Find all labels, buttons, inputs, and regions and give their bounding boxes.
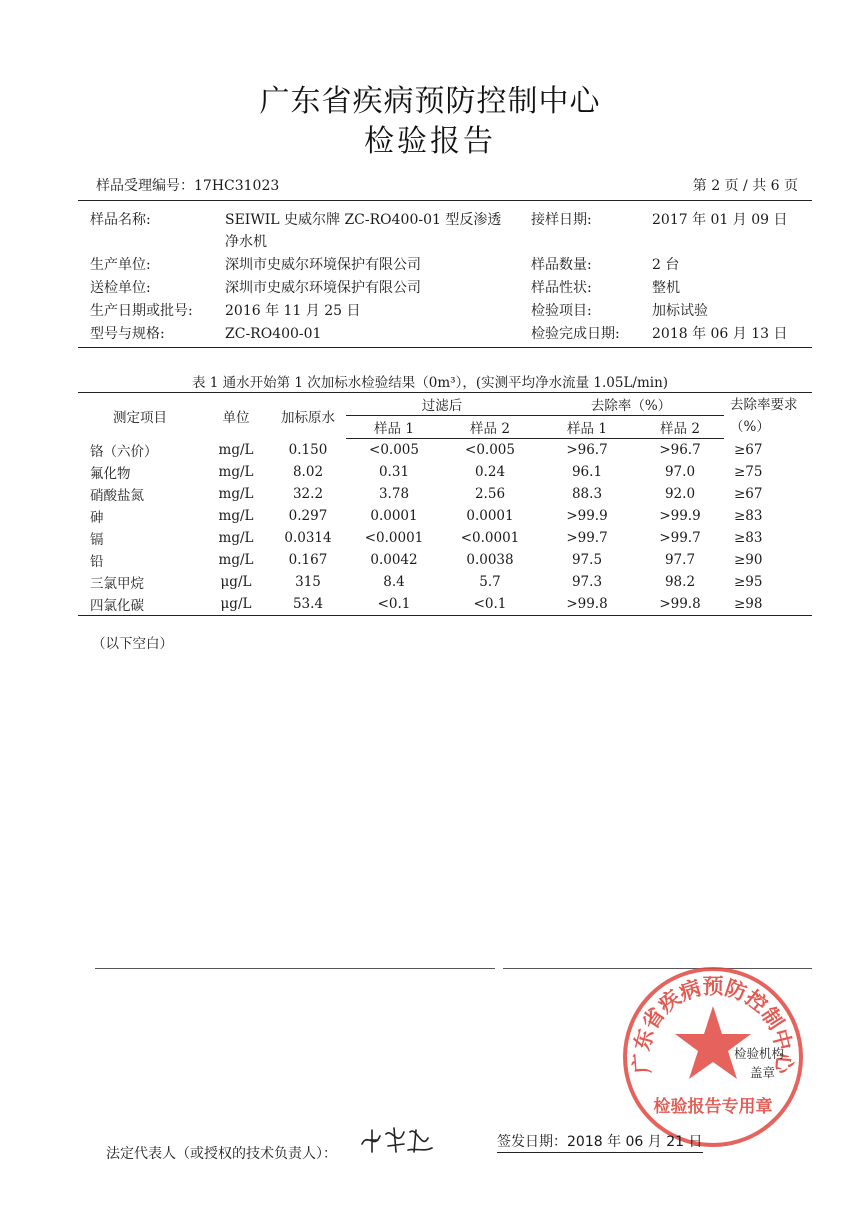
cell-removal-2: >99.7 [659,530,701,546]
cell-filtered-1: 8.4 [383,574,405,590]
cell-filtered-2: 0.0038 [466,552,514,568]
table-caption: 表 1 通水开始第 1 次加标水检验结果（0m³），(实测平均净水流量 1.05L/min) [191,375,669,391]
table-row [78,505,812,527]
info-value: 2 台 [652,257,680,273]
cell-raw: 53.4 [270,593,346,616]
info-label: 样品数量: [531,257,592,273]
cell-raw: 0.150 [288,441,328,458]
cell-item: 铬（六价） [90,443,158,460]
stamp-note: 盖章 [750,1065,776,1080]
info-label: 型号与规格: [90,326,165,342]
cell-raw: 8.02 [292,464,324,480]
cell-removal-1: >96.7 [566,442,608,458]
cell-filtered-1: <0.0001 [364,530,424,546]
col-header-removal-sample1: 样品 1 [538,416,636,439]
org-title: 广东省疾病预防控制中心 [259,84,601,119]
table-row [78,439,812,462]
legal-representative-label: 法定代表人（或授权的技术负责人）： [106,1146,337,1162]
cell-unit: mg/L [218,530,254,546]
issue-date: 签发日期：2018 年 06 月 21 日 [497,1131,703,1153]
cell-requirement: ≥95 [734,574,763,590]
cell-removal-1: >99.8 [538,593,636,616]
info-label: 送检单位: [90,280,151,296]
info-label: 接样日期: [531,212,592,228]
official-seal [618,962,808,1152]
info-label: 检验项目: [531,303,592,319]
col-header-filtered: 过滤后 [346,393,538,416]
info-value: 2016 年 11 月 25 日 [225,303,361,319]
cell-filtered-2: <0.0001 [460,530,520,546]
cell-requirement: ≥67 [734,441,763,458]
info-value: SEIWIL 史威尔牌 ZC-RO400-01 型反渗透净水机 [225,212,502,250]
cell-item: 氟化物 [90,466,131,482]
cell-unit: μg/L [220,574,252,590]
cell-requirement: ≥83 [734,530,763,546]
info-value: 整机 [652,280,680,296]
cell-removal-2: >96.7 [659,442,701,458]
cell-removal-1: >99.9 [566,508,608,524]
cell-item: 四氯化碳 [78,593,202,616]
cell-filtered-2: 2.56 [474,486,506,502]
cell-removal-2: 97.7 [664,552,696,568]
signature [358,1122,436,1158]
info-label: 样品名称: [90,212,151,228]
stamp-note: 检验机构 [734,1046,785,1061]
cell-removal-1: 97.5 [571,552,603,568]
table-row [78,527,812,549]
table-row [78,461,812,483]
footer-rule-left [95,968,495,969]
info-value: 2017 年 01 月 09 日 [652,212,788,228]
cell-item: 硝酸盐氮 [90,488,144,504]
receipt-label: 样品受理编号： [96,178,194,194]
info-top-rule [78,200,812,201]
cell-item: 砷 [90,510,104,526]
col-header-item: 测定项目 [113,409,167,426]
col-header-raw: 加标原水 [281,409,335,426]
info-label: 样品性状: [531,280,592,296]
info-value: 2018 年 06 月 13 日 [652,326,788,342]
cell-removal-2: >99.9 [659,508,701,524]
cell-filtered-1: 3.78 [378,486,410,502]
cell-item: 镉 [90,532,104,548]
col-header-unit: 单位 [222,409,250,426]
receipt-value: 17HC31023 [194,178,280,194]
receipt-number [96,175,279,195]
seal-ring-text: 广东省疾病预防控制中心 [629,974,797,1075]
cell-item: 三氯甲烷 [90,576,144,592]
cell-removal-2: 98.2 [664,574,696,590]
table-row [78,593,812,616]
cell-unit: mg/L [218,486,254,502]
report-title: 检验报告 [364,124,496,159]
cell-filtered-2: <0.1 [442,593,538,616]
signature-icon [358,1122,436,1158]
cell-removal-1: 88.3 [571,486,603,502]
cell-unit: μg/L [202,593,270,616]
col-header-removal-sample2: 样品 2 [636,416,724,439]
info-bottom-rule [78,347,812,348]
cell-item: 铅 [90,554,104,570]
info-value: 深圳市史威尔环境保护有限公司 [225,257,421,273]
cell-raw: 315 [295,574,321,590]
cell-filtered-2: 5.7 [479,574,501,590]
cell-requirement: ≥67 [734,486,763,502]
info-label: 生产单位: [90,257,151,273]
cell-filtered-1: 0.0001 [370,508,418,524]
cell-filtered-1: <0.1 [346,593,442,616]
cell-raw: 0.167 [288,552,328,568]
info-label: 生产日期或批号: [90,303,193,319]
table-row [78,549,812,571]
cell-filtered-1: <0.005 [369,442,419,458]
results-table [78,392,812,616]
cell-raw: 0.297 [288,508,328,524]
table-row [78,571,812,593]
cell-removal-1: 96.1 [571,464,603,480]
cell-requirement: ≥75 [734,464,763,480]
cell-removal-2: 97.0 [664,464,696,480]
cell-filtered-2: 0.24 [474,464,506,480]
info-label: 检验完成日期: [531,326,620,342]
table-row [78,483,812,505]
col-header-filtered-sample2: 样品 2 [442,416,538,439]
cell-unit: mg/L [218,441,254,458]
cell-removal-1: >99.7 [566,530,608,546]
cell-unit: mg/L [218,552,254,568]
cell-requirement: ≥90 [734,552,763,568]
cell-filtered-1: 0.0042 [370,552,418,568]
seal-bottom-text: 检验报告专用章 [653,1097,773,1117]
cell-raw: 32.2 [292,486,324,502]
cell-requirement: ≥98 [724,593,812,616]
cell-removal-2: 92.0 [664,486,696,502]
cell-removal-2: >99.8 [636,593,724,616]
page-info: 第 2 页 / 共 6 页 [692,178,798,194]
col-header-removal: 去除率（%） [538,393,724,416]
blank-note: （以下空白） [92,636,173,652]
cell-filtered-2: 0.0001 [466,508,514,524]
info-value: 加标试验 [652,303,708,319]
cell-unit: mg/L [218,508,254,524]
info-value: ZC-RO400-01 [225,326,322,342]
cell-filtered-2: <0.005 [465,442,515,458]
col-header-filtered-sample1: 样品 1 [346,416,442,439]
cell-requirement: ≥83 [734,508,763,524]
cell-raw: 0.0314 [284,530,332,546]
cell-removal-1: 97.3 [571,574,603,590]
info-value: 深圳市史威尔环境保护有限公司 [225,280,421,296]
cell-unit: mg/L [218,464,254,480]
cell-filtered-1: 0.31 [378,464,410,480]
col-header-requirement: 去除率要求（%） [730,396,798,435]
